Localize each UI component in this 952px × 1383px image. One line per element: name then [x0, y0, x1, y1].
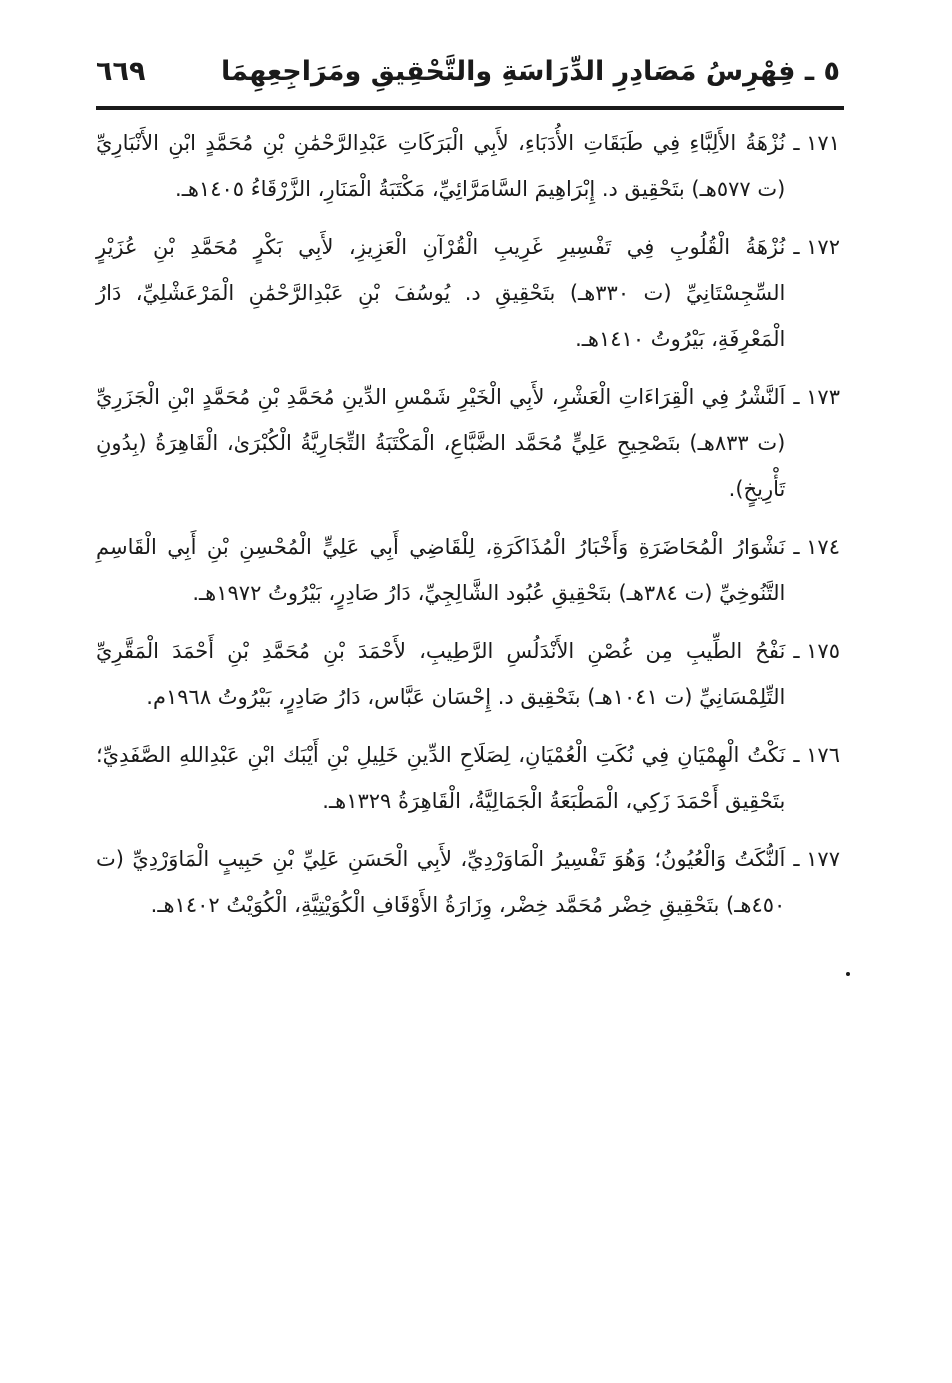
entry-text: نَفْحُ الطِّيبِ مِن غُصْنِ الأَنْدَلُسِ الرَّطِيبِ، لأَحْمَدَ بْنِ مُحَمَّدِ بْنِ أَحْمَدَ الْمَقَّرِيِّ التِّلِمْسَانِيِّ (ت ١٠٤١هـ) بتَحْقِيق د. إِحْسَان عَبَّاس، دَارُ صَادِرٍ، بَيْرُوتُ ١٩٦٨م.	[96, 639, 786, 709]
bibliography-list	[96, 120, 840, 940]
entry-number: ١٧٤ ـ	[793, 535, 840, 559]
bibliography-entry	[96, 224, 840, 362]
entry-number: ١٧٧ ـ	[793, 847, 840, 871]
entry-text: اَلنُّكَتُ وَالْعُيُونُ؛ وَهُوَ تَفْسِيرُ الْمَاوَرْدِيِّ، لأَبِي الْحَسَنِ عَلِيِّ بْنِ حَبِيبٍ الْمَاوَرْدِيِّ (ت ٤٥٠هـ) بتَحْقِيقِ خِضْر مُحَمَّد خِضْر، وِزَارَةُ الأَوْقَافِ الْكُوَيْتِيَّةِ، الْكُوَيْتُ ١٤٠٢هـ.	[96, 847, 786, 917]
entry-text: نَشْوَارُ الْمُحَاضَرَةِ وَأَخْبَارُ الْمُذَاكَرَةِ، لِلْقَاضِي أَبِي عَلِيٍّ الْمُحْسِنِ بْنِ أَبِي الْقَاسِمِ التَّنُوخِيِّ (ت ٣٨٤هـ) بتَحْقِيقِ عُبُود الشَّالِجِيِّ، دَارُ صَادِرٍ، بَيْرُوتُ ١٩٧٢هـ.	[96, 535, 786, 605]
bibliography-entry	[96, 732, 840, 824]
header-rule	[96, 106, 844, 110]
entry-number: ١٧١ ـ	[793, 131, 840, 155]
scan-speck	[846, 972, 850, 976]
bibliography-entry	[96, 374, 840, 512]
entry-number: ١٧٢ ـ	[793, 235, 840, 259]
page-header	[96, 50, 840, 100]
entry-number: ١٧٥ ـ	[793, 639, 840, 663]
header-title: ٥ ـ فِهْرِسُ مَصَادِرِ الدِّرَاسَةِ والتَّحْقِيقِ ومَرَاجِعِهِمَا	[220, 56, 840, 87]
entry-text: اَلنَّشْرُ فِي الْقِرَاءَاتِ الْعَشْرِ، لأَبِي الْخَيْرِ شَمْسِ الدِّينِ مُحَمَّدِ بْنِ مُحَمَّدٍ ابْنِ الْجَزَرِيِّ (ت ٨٣٣هـ) بتَصْحِيحِ عَلِيٍّ مُحَمَّد الضَّبَّاعِ، الْمَكْتَبَةُ التِّجَارِيَّةُ الْكُبْرَىٰ، الْقَاهِرَةُ (بِدُونِ تَأْرِيخٍ).	[96, 385, 786, 501]
bibliography-entry	[96, 120, 840, 212]
entry-number: ١٧٦ ـ	[793, 743, 840, 767]
bibliography-entry	[96, 628, 840, 720]
entry-text: نَكْتُ الْهِمْيَانِ فِي نُكَتِ الْعُمْيَانِ، لِصَلَاحِ الدِّينِ خَلِيلِ بْنِ أَيْبَك ابْنِ عَبْدِاللهِ الصَّفَدِيِّ؛ بتَحْقِيق أَحْمَدَ زَكِي، الْمَطْبَعَةُ الْجَمَالِيَّةُ، الْقَاهِرَةُ ١٣٢٩هـ.	[96, 743, 786, 813]
entry-number: ١٧٣ ـ	[793, 385, 840, 409]
page-number: ٦٦٩	[96, 56, 146, 87]
entry-text: نُزْهَةُ الْقُلُوبِ فِي تَفْسِيرِ غَرِيبِ الْقُرْآنِ الْعَزِيزِ، لأَبِي بَكْرٍ مُحَمَّدِ بْنِ عُزَيْرٍ السِّجِسْتَانِيِّ (ت ٣٣٠هـ) بتَحْقِيقِ د. يُوسُفَ بْنِ عَبْدِالرَّحْمَٰنِ الْمَرْعَشْلِيِّ، دَارُ الْمَعْرِفَةِ، بَيْرُوتُ ١٤١٠هـ.	[96, 235, 786, 351]
entry-text: نُزْهَةُ الأَلِبَّاءِ فِي طَبَقَاتِ الأُدَبَاءِ، لأَبِي الْبَرَكَاتِ عَبْدِالرَّحْمَٰنِ بْنِ مُحَمَّدٍ ابْنِ الأَنْبَارِيِّ (ت ٥٧٧هـ) بتَحْقِيق د. إِبْرَاهِيمَ السَّامَرَّائِيِّ، مَكْتَبَةُ الْمَنَارِ، الزَّرْقَاءُ ١٤٠٥هـ.	[96, 131, 786, 201]
bibliography-entry	[96, 836, 840, 928]
bibliography-entry	[96, 524, 840, 616]
